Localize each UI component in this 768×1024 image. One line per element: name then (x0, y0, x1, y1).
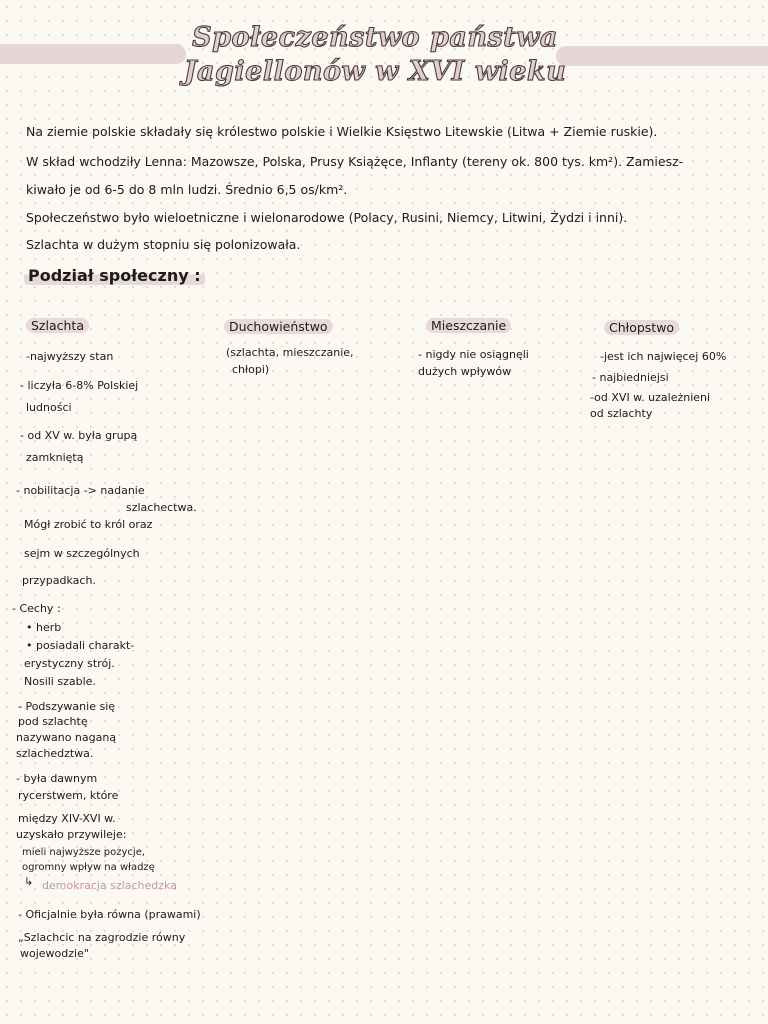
page-title-line-2: Jagiellonów w XVI wieku (183, 56, 567, 87)
szlachta-note: - Cechy : (12, 602, 61, 615)
duchowienstwo-note: (szlachta, mieszczanie, (226, 346, 354, 359)
intro-line: Społeczeństwo było wieloetniczne i wielonarodowe (Polacy, Rusini, Niemcy, Litwini, Żydzi i inni). (26, 210, 628, 225)
column-header-mieszczanie: Mieszczanie (426, 318, 511, 333)
szlachta-note: -najwyższy stan (26, 350, 114, 363)
szlachta-note: - liczyła 6-8% Polskiej (20, 379, 139, 392)
szlachta-note: - od XV w. była grupą (20, 429, 138, 442)
mieszczanie-note: - nigdy nie osiągnęli (418, 348, 529, 361)
szlachta-note: - była dawnym (16, 772, 98, 785)
szlachta-note: przypadkach. (22, 574, 96, 587)
title-highlight-left (0, 44, 186, 64)
intro-line: Na ziemie polskie składały się królestwo polskie i Wielkie Księstwo Litewskie (Litwa + Ziemie ruskie). (26, 124, 658, 139)
szlachta-note: - Podszywanie się (18, 700, 116, 713)
mieszczanie-note: dużych wpływów (418, 365, 512, 378)
szlachta-note: zamkniętą (26, 451, 84, 464)
chlopstwo-note: od szlachty (590, 407, 653, 420)
column-header-szlachta: Szlachta (26, 318, 89, 333)
chlopstwo-note: -od XVI w. uzależnieni (590, 391, 711, 404)
szlachta-note: między XIV-XVI w. (18, 812, 116, 825)
intro-line: kiwało je od 6-5 do 8 mln ludzi. Średnio 6,5 os/km². (26, 182, 348, 197)
szlachta-note: - nobilitacja -> nadanie (16, 484, 145, 497)
szlachta-note: wojewodzie" (20, 947, 89, 960)
szlachta-note: Mógł zrobić to król oraz (24, 518, 153, 531)
szlachta-note: rycerstwem, które (18, 789, 119, 802)
szlachta-note: uzyskało przywileje: (16, 828, 127, 841)
szlachta-note: szlachectwa. (126, 501, 197, 514)
szlachta-note-highlight: demokracja szlachedzka (42, 879, 177, 892)
szlachta-note: Nosili szable. (24, 675, 96, 688)
column-header-duchowienstwo: Duchowieństwo (224, 319, 333, 334)
szlachta-note: • herb (26, 621, 62, 634)
arrow-icon: ↳ (24, 875, 34, 888)
szlachta-note: - Oficjalnie była równa (prawami) (18, 908, 201, 921)
chlopstwo-note: - najbiedniejsi (592, 371, 669, 384)
szlachta-note: mieli najwyższe pozycje, (22, 847, 146, 858)
page-title-line-1: Społeczeństwo państwa (192, 22, 558, 53)
chlopstwo-note: -jest ich najwięcej 60% (600, 350, 727, 363)
intro-line: W skład wchodziły Lenna: Mazowsze, Polska, Prusy Książęce, Inflanty (tereny ok. 800 tys. km²). Zamiesz- (26, 154, 684, 169)
section-heading: Podział społeczny : (24, 266, 205, 285)
szlachta-note: ogromny wpływ na władzę (22, 862, 155, 873)
szlachta-note: szlachedztwa. (16, 747, 94, 760)
column-header-chlopstwo: Chłopstwo (604, 320, 679, 335)
duchowienstwo-note: chłopi) (232, 363, 270, 376)
szlachta-note: sejm w szczególnych (24, 547, 140, 560)
szlachta-note: erystyczny strój. (24, 657, 115, 670)
szlachta-note: nazywano naganą (16, 731, 117, 744)
szlachta-note: ludności (26, 401, 72, 414)
szlachta-note: pod szlachtę (18, 715, 88, 728)
szlachta-note: • posiadali charakt- (26, 639, 135, 652)
intro-line: Szlachta w dużym stopniu się polonizowała. (26, 237, 301, 252)
szlachta-note: „Szlachcic na zagrodzie równy (18, 931, 186, 944)
title-highlight-right (556, 46, 768, 66)
